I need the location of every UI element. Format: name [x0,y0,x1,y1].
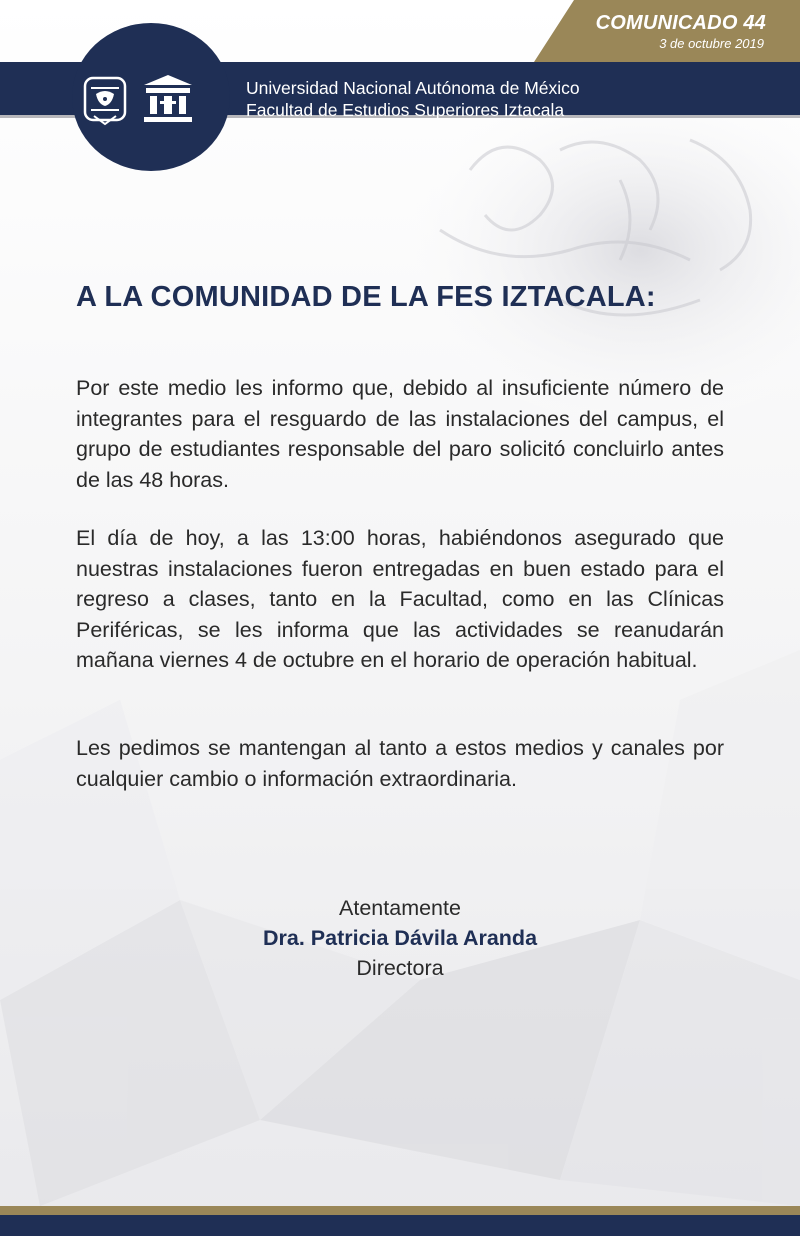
letter-paragraph: El día de hoy, a las 13:00 horas, habiéndonos asegurado que nuestras instalaciones fueron entregadas en buen estado para el regreso a clases, tanto en la Facultad, como en las Clínicas Periféricas, se les informa que las actividades se reanudarán mañana viernes 4 de octubre en el horario de operación habitual. [76,526,724,672]
comunicado-date: 3 de octubre 2019 [659,36,764,51]
footer-gold-bar [0,1206,800,1215]
signer-title: Directora [356,956,444,980]
closing-salutation: Atentamente [339,896,461,920]
footer-navy-bar [0,1215,800,1236]
faculty-name: Facultad de Estudios Superiores Iztacala [246,100,565,120]
fes-iztacala-logo-icon [140,71,196,127]
signer-name: Dra. Patricia Dávila Aranda [262,926,538,950]
comunicado-number: COMUNICADO 44 [595,12,766,34]
letter-heading: A LA COMUNIDAD DE LA FES IZTACALA: [76,281,656,313]
emblem-circle [72,23,230,171]
letter-paragraph: Por este medio les informo que, debido al insuficiente número de integrantes para el resguardo de las instalaciones del campus, el grupo de estudiantes responsable del paro solicitó concluirlo antes de las 48 horas. [76,376,724,492]
letter-paragraph: Les pedimos se mantengan al tanto a estos medios y canales por cualquier cambio o información extraordinaria. [76,736,724,791]
university-name: Universidad Nacional Autónoma de México [246,78,580,98]
unam-seal-icon [80,72,130,128]
